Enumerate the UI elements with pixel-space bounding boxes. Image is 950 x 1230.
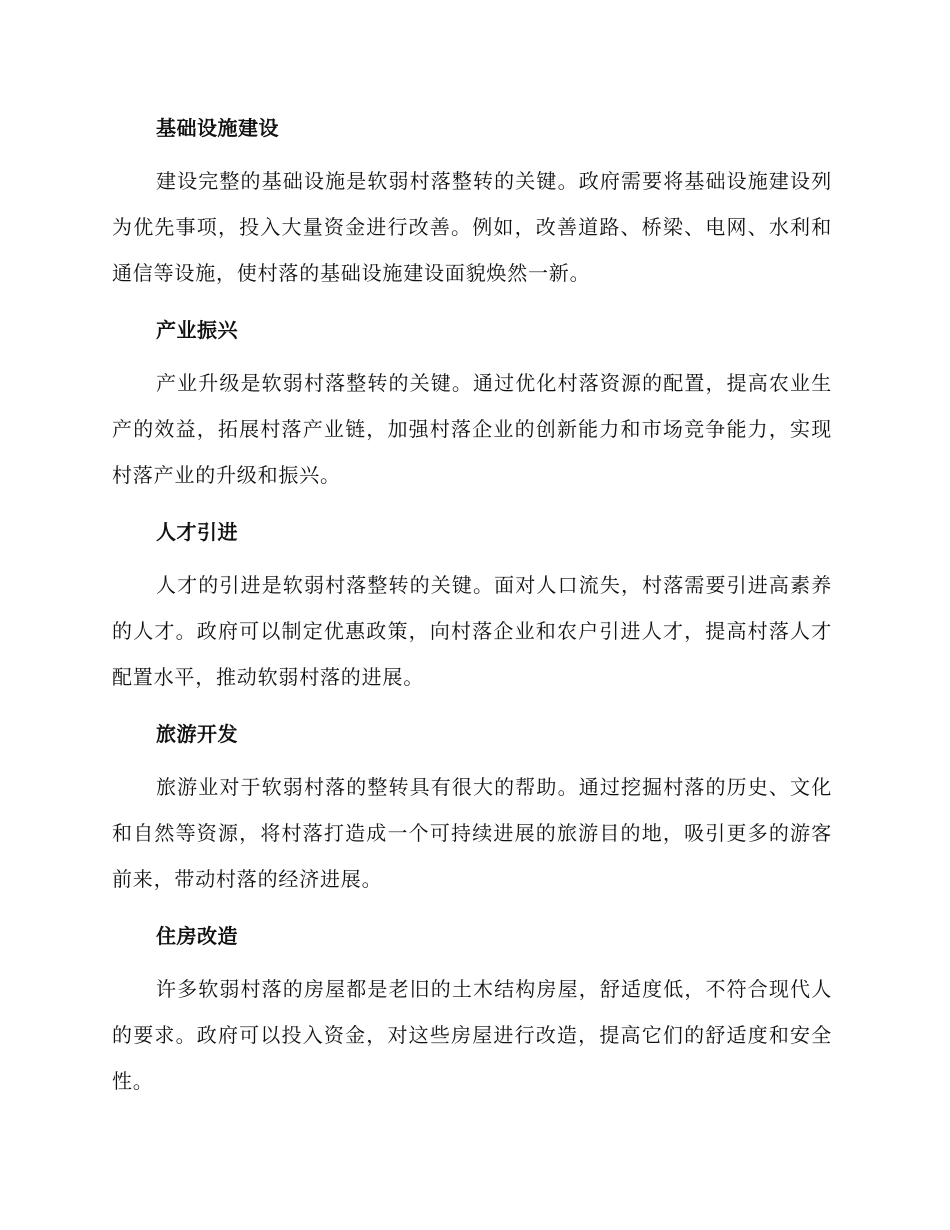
section-heading: 住房改造 [156, 924, 238, 948]
section-industry [112, 306, 832, 498]
section-paragraph: 人才的引进是软弱村落整转的关键。面对人口流失，村落需要引进高素养的人才。政府可以制定优惠政策，向村落企业和农户引进人才，提高村落人才配置水平，推动软弱村落的进展。 [112, 573, 832, 689]
section-talent [112, 508, 832, 700]
section-heading: 人才引进 [156, 520, 238, 544]
section-paragraph: 建设完整的基础设施是软弱村落整转的关键。政府需要将基础设施建设列为优先事项，投入大量资金进行改善。例如，改善道路、桥梁、电网、水利和通信等设施，使村落的基础设施建设面貌焕然一新。 [112, 169, 832, 285]
document-body [112, 104, 832, 1114]
section-infrastructure [112, 104, 832, 296]
section-heading: 基础设施建设 [156, 116, 279, 140]
section-paragraph: 许多软弱村落的房屋都是老旧的土木结构房屋，舒适度低，不符合现代人的要求。政府可以投入资金，对这些房屋进行改造，提高它们的舒适度和安全性。 [112, 977, 832, 1093]
section-paragraph: 旅游业对于软弱村落的整转具有很大的帮助。通过挖掘村落的历史、文化和自然等资源，将村落打造成一个可持续进展的旅游目的地，吸引更多的游客前来，带动村落的经济进展。 [112, 775, 832, 891]
section-heading: 产业振兴 [156, 318, 238, 342]
section-heading: 旅游开发 [156, 722, 238, 746]
section-housing [112, 912, 832, 1104]
section-paragraph: 产业升级是软弱村落整转的关键。通过优化村落资源的配置，提高农业生产的效益，拓展村落产业链，加强村落企业的创新能力和市场竞争能力，实现村落产业的升级和振兴。 [112, 371, 832, 487]
section-tourism [112, 710, 832, 902]
